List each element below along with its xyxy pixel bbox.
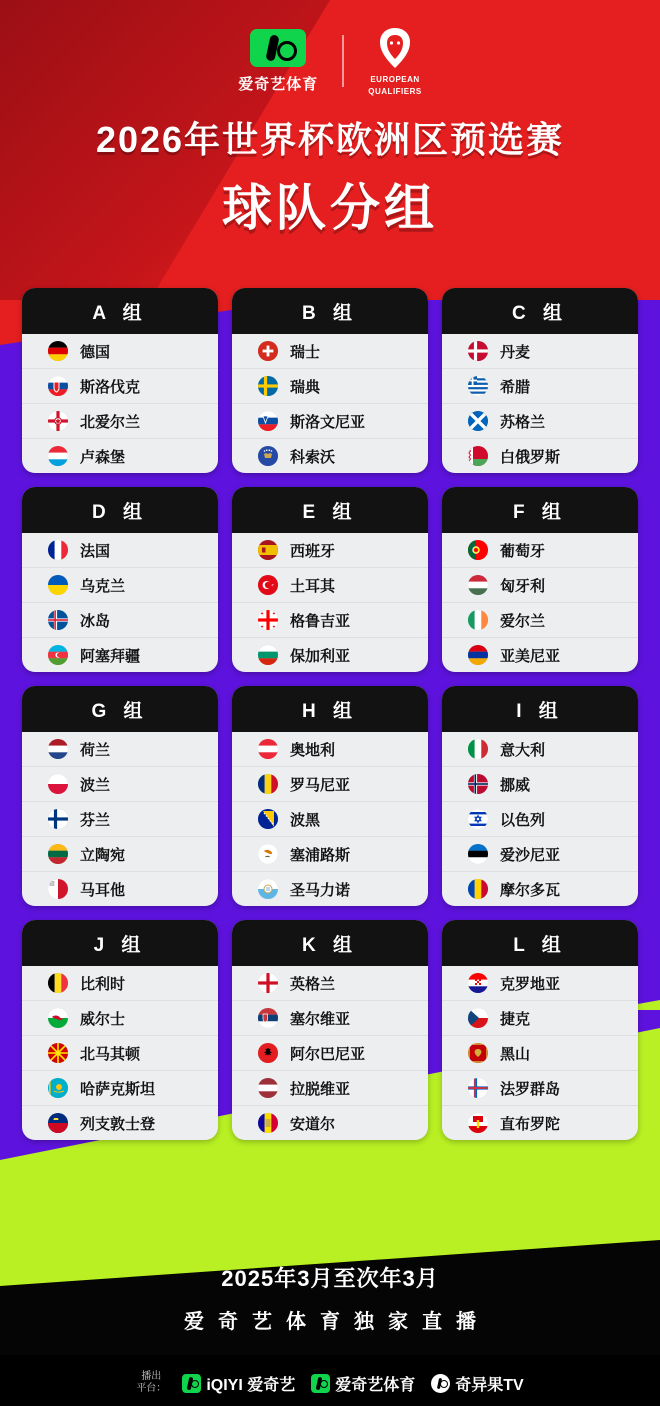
dates-text: 2025年3月至次年3月 [221,1266,439,1291]
flag-slovakia-icon [48,376,68,396]
group-card [442,288,638,473]
flag-albania-icon [258,1043,278,1063]
flag-luxembourg-icon [48,446,68,466]
team-name: 葡萄牙 [500,542,546,560]
flag-turkey-icon [258,575,278,595]
team-row[interactable] [22,836,218,871]
team-name: 捷克 [500,1010,531,1028]
flag-andorra-icon [258,1113,278,1133]
flag-georgia-icon [258,610,278,630]
brand-divider [342,35,344,87]
team-row[interactable] [22,334,218,368]
team-name: 塞浦路斯 [290,846,351,864]
platform-iqiyi-sports[interactable] [311,1372,415,1395]
team-row[interactable] [232,732,428,766]
team-name: 马耳他 [80,881,126,899]
team-row[interactable] [442,732,638,766]
team-name: 丹麦 [500,343,531,361]
flag-finland-icon [48,809,68,829]
team-name: 罗马尼亚 [290,776,351,794]
team-row[interactable] [22,403,218,438]
flag-romania-icon [258,774,278,794]
team-row[interactable] [232,637,428,672]
flag-bulgaria-icon [258,645,278,665]
team-name: 北马其顿 [80,1045,141,1063]
team-row[interactable] [22,637,218,672]
team-row[interactable] [22,966,218,1000]
team-name: 黑山 [500,1045,531,1063]
group-card [232,686,428,906]
team-row[interactable] [442,403,638,438]
team-row[interactable] [22,1035,218,1070]
team-row[interactable] [442,637,638,672]
group-card [22,920,218,1140]
flag-belarus-icon [468,446,488,466]
team-name: 瑞典 [290,378,321,396]
team-row[interactable] [232,1105,428,1140]
flag-croatia-icon [468,973,488,993]
team-name: 格鲁吉亚 [290,612,351,630]
team-row[interactable] [442,1070,638,1105]
team-row[interactable] [232,871,428,906]
flag-ukraine-icon [48,575,68,595]
flag-norway-icon [468,774,488,794]
team-row[interactable] [442,836,638,871]
team-row[interactable] [22,1000,218,1035]
brand-bar [0,22,660,100]
flag-lithuania-icon [48,844,68,864]
team-row[interactable] [232,801,428,836]
team-row[interactable] [442,368,638,403]
qiyiguo-mark-icon [431,1374,450,1393]
flag-iceland-icon [48,610,68,630]
team-row[interactable] [442,801,638,836]
team-name: 瑞士 [290,343,321,361]
team-row[interactable] [22,368,218,403]
team-name: 圣马力诺 [290,881,351,899]
team-row[interactable] [22,801,218,836]
team-name: 斯洛文尼亚 [290,413,366,431]
team-name: 哈萨克斯坦 [80,1080,156,1098]
team-name: 北爱尔兰 [80,413,141,431]
flag-italy-icon [468,739,488,759]
iqiyi-brand-label: 爱奇艺体育 [238,75,319,93]
group-card [442,487,638,672]
flag-estonia-icon [468,844,488,864]
flag-poland-icon [48,774,68,794]
team-name: 英格兰 [290,975,336,993]
team-row[interactable] [232,766,428,801]
flag-faroe-islands-icon [468,1078,488,1098]
group-card [22,487,218,672]
team-name: 苏格兰 [500,413,546,431]
team-name: 比利时 [80,975,126,993]
flag-kosovo-icon [258,446,278,466]
group-title: B 组 [232,288,428,334]
team-row[interactable] [232,368,428,403]
exclusive-broadcast-text: 爱奇艺体育独家直播 [184,1311,490,1333]
team-name: 法国 [80,542,111,560]
flag-portugal-icon [468,540,488,560]
flag-scotland-icon [468,411,488,431]
team-name: 意大利 [500,741,546,759]
broadcast-label-line1: 播出 [141,1371,162,1382]
team-row[interactable] [232,1070,428,1105]
group-title: D 组 [22,487,218,533]
flag-bosnia-icon [258,809,278,829]
team-name: 挪威 [500,776,531,794]
group-card [22,288,218,473]
flag-austria-icon [258,739,278,759]
team-name: 塞尔维亚 [290,1010,351,1028]
group-title: C 组 [442,288,638,334]
flag-serbia-icon [258,1008,278,1028]
group-card [442,920,638,1140]
team-row[interactable] [22,438,218,473]
flag-czech-icon [468,1008,488,1028]
platform-qiyiguo-tv[interactable] [431,1372,523,1395]
team-name: 列支敦士登 [80,1115,156,1133]
uefa-line1: EUROPEAN [370,75,420,84]
team-row[interactable] [232,1000,428,1035]
flag-kazakhstan-icon [48,1078,68,1098]
flag-san-marino-icon [258,879,278,899]
flag-belgium-icon [48,973,68,993]
group-card [232,920,428,1140]
team-row[interactable] [232,438,428,473]
team-row[interactable] [232,602,428,637]
team-name: 德国 [80,343,111,361]
team-row[interactable] [442,438,638,473]
team-name: 威尔士 [80,1010,126,1028]
group-title: G 组 [22,686,218,732]
flag-hungary-icon [468,575,488,595]
flag-france-icon [48,540,68,560]
team-row[interactable] [22,602,218,637]
team-name: 白俄罗斯 [500,448,561,466]
team-name: 乌克兰 [80,577,126,595]
team-row[interactable] [442,567,638,602]
team-name: 克罗地亚 [500,975,561,993]
team-name: 直布罗陀 [500,1115,561,1133]
poster-title-line1: 2026年世界杯欧洲区预选赛 [95,119,565,160]
platform-iqiyi[interactable] [182,1372,295,1395]
footer-platforms [0,1360,660,1406]
team-name: 立陶宛 [80,846,126,864]
team-name: 奥地利 [290,741,336,759]
platform-qiyiguo-label: 奇异果TV [455,1376,524,1394]
team-name: 斯洛伐克 [80,378,141,396]
ram-head-icon [375,26,415,72]
group-card [232,288,428,473]
group-card [442,686,638,906]
flag-sweden-icon [258,376,278,396]
flag-north-macedonia-icon [48,1043,68,1063]
uefa-line2: QUALIFIERS [368,87,422,96]
team-name: 荷兰 [80,741,111,759]
team-row[interactable] [442,1105,638,1140]
team-row[interactable] [22,1070,218,1105]
team-row[interactable] [442,1035,638,1070]
team-row[interactable] [232,836,428,871]
group-title: L 组 [442,920,638,966]
european-qualifiers-logo [368,26,421,96]
flag-moldova-icon [468,879,488,899]
flag-malta-icon [48,879,68,899]
platform-iqiyi-sports-label: 爱奇艺体育 [335,1376,416,1394]
iqiyi-mark-icon [182,1374,201,1393]
flag-montenegro-icon [468,1043,488,1063]
flag-netherlands-icon [48,739,68,759]
flag-greece-icon [468,376,488,396]
flag-spain-icon [258,540,278,560]
team-name: 西班牙 [290,542,336,560]
team-row[interactable] [22,871,218,906]
team-row[interactable] [442,602,638,637]
team-row[interactable] [22,766,218,801]
team-row[interactable] [442,1000,638,1035]
team-row[interactable] [232,966,428,1000]
team-name: 科索沃 [290,448,336,466]
flag-denmark-icon [468,341,488,361]
platform-iqiyi-label: iQIYI 爱奇艺 [206,1376,296,1394]
team-name: 安道尔 [290,1115,336,1133]
group-title: K 组 [232,920,428,966]
team-name: 波兰 [80,776,111,794]
team-row[interactable] [442,766,638,801]
group-title: H 组 [232,686,428,732]
poster-title-line2: 球队分组 [222,180,438,236]
team-name: 阿塞拜疆 [80,647,141,665]
team-row[interactable] [22,732,218,766]
iqiyi-sports-mark-icon [311,1374,330,1393]
team-row[interactable] [442,533,638,567]
team-row[interactable] [442,334,638,368]
flag-ireland-icon [468,610,488,630]
team-row[interactable] [232,403,428,438]
flag-northern-ireland-icon [48,411,68,431]
flag-latvia-icon [258,1078,278,1098]
team-name: 希腊 [500,378,531,396]
team-row[interactable] [22,567,218,602]
iqiyi-mark-icon [250,29,306,67]
flag-gibraltar-icon [468,1113,488,1133]
team-name: 以色列 [500,811,546,829]
team-name: 芬兰 [80,811,111,829]
group-title: J 组 [22,920,218,966]
group-grid [22,288,638,1140]
broadcast-label-line2: 平台： [136,1383,167,1394]
team-name: 土耳其 [290,577,336,595]
team-name: 匈牙利 [500,577,546,595]
team-row[interactable] [22,533,218,567]
flag-england-icon [258,973,278,993]
flag-wales-icon [48,1008,68,1028]
team-name: 波黑 [290,811,321,829]
team-name: 冰岛 [80,612,111,630]
team-row[interactable] [22,1105,218,1140]
team-name: 亚美尼亚 [500,647,561,665]
team-row[interactable] [442,966,638,1000]
group-title: E 组 [232,487,428,533]
team-name: 摩尔多瓦 [500,881,561,899]
broadcast-label [136,1371,166,1395]
flag-cyprus-icon [258,844,278,864]
group-card [22,686,218,906]
flag-azerbaijan-icon [48,645,68,665]
flag-slovenia-icon [258,411,278,431]
team-name: 爱沙尼亚 [500,846,561,864]
team-row[interactable] [232,334,428,368]
flag-liechtenstein-icon [48,1113,68,1133]
team-name: 拉脱维亚 [290,1080,351,1098]
flag-germany-icon [48,341,68,361]
team-row[interactable] [232,533,428,567]
team-name: 爱尔兰 [500,612,546,630]
team-name: 保加利亚 [290,647,351,665]
flag-armenia-icon [468,645,488,665]
team-row[interactable] [232,567,428,602]
group-title: A 组 [22,288,218,334]
iqiyi-sports-logo [238,29,318,94]
team-name: 阿尔巴尼亚 [290,1045,366,1063]
team-row[interactable] [232,1035,428,1070]
team-name: 法罗群岛 [500,1080,561,1098]
flag-israel-icon [468,809,488,829]
group-title: F 组 [442,487,638,533]
team-name: 卢森堡 [80,448,126,466]
flag-switzerland-icon [258,341,278,361]
team-row[interactable] [442,871,638,906]
group-card [232,487,428,672]
group-title: I 组 [442,686,638,732]
